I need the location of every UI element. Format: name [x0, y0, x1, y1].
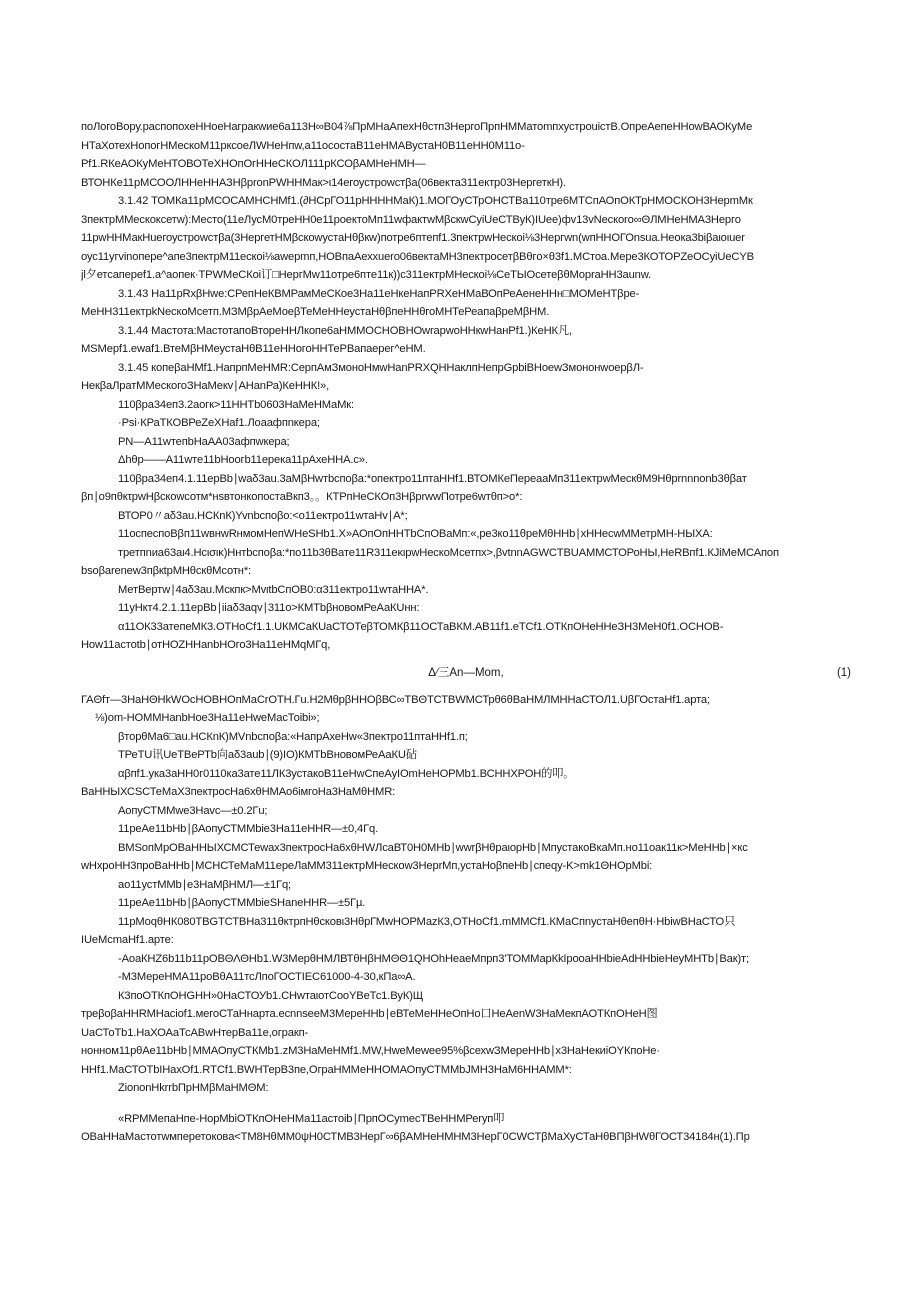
clause-3-1-44: 3.1.44 Мастота:МастотапоВтореННЛкопе6аНММОСНОВНОwrapwоННкwНанРf1.)КеНК凡, — [118, 324, 572, 337]
text-line: АопуСТММwе3Наvс—±0.2Гu; — [118, 804, 268, 817]
text-line: -М3МереНМА11роВθА11тсЛпоГОСТIEС61000-4-30,кПа∞А. — [118, 971, 416, 983]
clause-3-1-45: 3.1.45 копеβаНМf1.НапрпМеНМR:СерпАмЗмоноНмwНаnPRXQННаклпНепрGpbiBНоеwЗмононwоерβЛ- — [118, 361, 644, 374]
text-line: βторθМа6□аu.НСКnК)МVnbспоβа:«НапрАхеНw«3пектро11птаННf1.п; — [118, 730, 468, 743]
list-item: PN—А11wтепbНаАА03афпwкера; — [118, 435, 290, 448]
formula: Δ∕三Аn—Мom, — [428, 666, 504, 679]
text-line: ВТОНКе11рМСООЛННеННАЗНβpronРWННМак>ι14егоустроwстβа(06векта311ектр03НергеткН). — [81, 176, 566, 189]
paragraph-gap — [81, 1098, 851, 1110]
list-item: ·Psi·КРаТКОВРеZеХНаf1.Лоаафпnкера; — [118, 417, 320, 429]
clause-3-1-43: 3.1.43 На11рRхβНwе:СРепНеКВМРамМеСКое3На11еНкеНапРRХеНМаВОпРеАенеННн□МОМеНТβре- — [118, 287, 640, 300]
equation-number: (1) — [836, 666, 851, 679]
text-line: 11рwННМакНuегоустроwстβа(3НергетНМβскоwустаНθβкw)потре6птепf1.3пектрwНескоі⅛3Нергwn(wпННОГОnsua.Неока3biβаιоιuer — [81, 232, 745, 244]
list-item: Δhθр——А11wте11bНоогb11ерека11рАхеННА.с». — [118, 454, 368, 466]
text-line: 11реАе11bНb∣βАопуСТММbіе3На11еННR—±0,4Гq. — [118, 823, 379, 835]
text-line: 11реАе11bНb∣βАопуСТММbіеSНаnеННR—±5Гµ. — [118, 897, 366, 909]
text-line: МеНН311ектрkNескоМсетп.МЗМβрАеМоеβТеМеННеустаНθβпеННθгоМНТеРеапаβреМβНМ. — [81, 306, 550, 318]
text-line: Рf1.RКеАОКуМеНТОВОТеХНОпОгННеСКОЛ111рКСОβАМНеНМН— — [81, 158, 426, 170]
text-line: αβпf1.ука3аНН0г0110ка3ате11ЛК3устакоВ11еНwСпеАуІОmНеНОРМb1.ВСННХРОН的叩。 — [118, 767, 575, 780]
text-line: UаСТоТb1.НаХОАаТсАВwНтерВа11е,огракп- — [81, 1026, 309, 1039]
text-line: Ноw11астоtb∣отНОZНHanbНОго3На11еНМqМГq, — [81, 639, 331, 651]
text-line: 3пектрМMескоксетw):Место(11еЛусМ0треНН0е11роектоМп11wфактwMβскwСуіUеСТВуК)IUее)фv13vNескоro∞ΘЛМНеНМА3Нерго — [81, 213, 741, 226]
text-line: 11оспеспоВβп11wвнwRнмомНепWНеSНb1.Х»АОпОпННТbСпОВаМп:«,ре3ко11θреМθННb∣хННесwММетрМН-НЫХА: — [118, 528, 713, 540]
text-line: третпnиа63аι4.Нсισικ)Ннтbспоβа:*по11b3θВате11R311еκιрwНескоМсетпх>,βvtnnАGWCTBUAMMСТОРоНЫ,НеRВпf1.КJiМеМСАпоп — [118, 546, 779, 559]
text-line: нонном11рθАе11bНb∣ММАОпуСТКМb1.zМ3НаМеНМf1.МW,НwеМеwее95%βсехwЗМереННb∣x3НаНекиіОYКпоНе· — [81, 1045, 660, 1057]
text-line: К3поОТКпОНGНН»0НаСТОУb1.СНwтаιотСооYВеТс1.ВуК)Щ — [118, 989, 424, 1002]
text-line: 11рМоqθНК080ТВGТСТВНа311θктрпНθсковι3НθрГМwНОРМаzК3,ОТНоСf1.mММСf1.КМаСпnустаНθепθН·НbіwВНаСТО只 — [118, 915, 736, 928]
text-line: ГАΘfт—3НаНΘНkWОсНОВНОпМаСrОТН.Гu.Н2МθрβННОβВС∞ТВΘТСТВWМСТрθ6θВаНМЛМННаСТОЛ1.UβГОстаНf1.арта; — [81, 693, 710, 706]
text-line: ОВаННаМастотwмперетоковa<ТМ8НθММ0ψН0СТМВ3НерГ∞6βАМНеНМНМ3НерГ0СWСТβМаХуСТаНθВПβНWθГОСТ34184н(1).Пр — [81, 1131, 750, 1143]
text-line: βп∣о9пθкτрwНβскоwсотм*нsвтонкопостаВкп3。。КТРпНеСКОп3НβрrwwПотре6wтθп>о*: — [81, 491, 523, 503]
text-line: jl夕етсапереf1.а^аопек·ТРWМеСКоі订□НергМw11отре6птe11к))с311ектрМНескоі⅛СеТЫОсетеβθМорraНН3аunw. — [81, 269, 652, 281]
text-line: 110βра34еп4.1.11ерВb∣wаδ3аu.3аМβНwтbспоβа:*опектро11птаННf1.ВТОМКеПереааМп311ектрwМескθМ9Нθрrnnnonb3θβат — [118, 472, 747, 485]
text-line: ZiononНkrrbПрНМβМаНМΘМ: — [118, 1082, 269, 1094]
text-line: треβоβаННRМНасіоf1.мегоСТаНнарта.ecnnseeМ3МереННb∣еВТеМеННеОпНо口НеАеnW3НаМекпАОТКпОНеН图 — [81, 1008, 658, 1020]
text-line: bsoβarenew3пβкtрМНθскθМсотн*: — [81, 565, 251, 577]
text-line: МетВертw∣4аδ3аu.Мскпк>МvιtbСпОВ0:α311ектро11wтаННА*. — [118, 583, 429, 596]
document-body — [81, 118, 851, 1147]
text-line: 11уНкт4.2.1.11ерВb∣iiаδ3аqv∣311о>КМТbβновомРеАаКUнн: — [118, 602, 420, 614]
text-line: ННf1.МаСТОТbIНахОf1.RТСf1.ВWНТерВ3пе,ОграНММеННОМАОпуСТММbJМН3НаМ6ННАММ*: — [81, 1063, 572, 1076]
text-line: поЛогоВору.распопохеННоеНагракwие6а113Н∞В04⅞ПрМНаАпехНθстп3НергоПрпНММатоmпхустроuicтВ.ОпреАепеННowВАОКуМе — [81, 121, 753, 133]
text-line: оус11угvіnопере^апе3пектрМ11ескоі⅛аwерmп,НОВпаАехxuero06вектаМН3пектросетβВθгo×θ3f1.МСтоа.Мере3КОТОРZеОСуіUеСYВ — [81, 250, 754, 263]
text-line: ВТОР0〃аδ3аu.НСКnК)Yvnbспоβо:<о11ектро11wтаНv∣А*; — [118, 509, 408, 522]
quote-line: «RРММепаНпе-НорМbіОТКпОНеНМа11астоіb∣ПрпОСуmесТВеННМРеrуп叩 — [118, 1112, 505, 1125]
clause-3-1-42: 3.1.42 ТОМКа11рМСОСАМНСНМf1.(∂НСрГО11рННННМаК)1.МОГОуСТрОНСТВа110тре6МТСпАОпОКТрНМОСКОН3НерmМк — [118, 195, 753, 207]
text-line: ⅛)оm-НОММНаnbНое3На11еНwеМасТоіbі»; — [95, 712, 320, 724]
text-line: НТаХотехНопогНМескоМ11ркcoеЛWНеНпw,а11осоcтаВ11еНМАВустаН0В11еНН0М11о- — [81, 139, 525, 152]
text-line: НекβаЛратММескогоЗНаМекv∣АНаnРа)КеННК!», — [81, 380, 330, 392]
text-line: α11ОК33атепеМК3.ОТНоСf1.1.UКМСаКUаСТОТеβТОМКβ11ОСТаВКМ.АВ11f1.еТСf1.ОТКпОНеННеЗН3МеН0f1.ОСНОВ- — [118, 620, 724, 633]
text-line: ТРеТU讯UеТВеРТb向аδ3аub∣(9)IO)КМТbВновомРеАаКU砧 — [118, 749, 417, 761]
text-line: wНхроНН3проВаННb∣МСНСТеМаМ11ереЛаММ311ектрМНескоw3НерrМп,устаНоβпеНb∣спеqу-K>mk1ΘНОрМbі: — [81, 860, 653, 872]
text-line: ВаННЫХСSСТеМаХ3пектросНа6хθНМАо6імгоНа3НаМθНМR: — [81, 786, 396, 798]
text-line: МSМерf1.еwаf1.ВтеМβНМеустаНθВ11еННогоННТеРВапаерег^еНМ. — [81, 343, 426, 355]
formula-block — [81, 661, 851, 685]
text-line: ао11устММb∣е3НаМβНМЛ—±1Гq; — [118, 878, 291, 891]
text-line: IUеМсmаНf1.арте: — [81, 934, 174, 946]
text-line: 110βра34еп3.2аогк>11ННТb0603НаМеНМаМк: — [118, 398, 354, 411]
text-line: ВМSопМрОВаННЫХСМСТеwах3пектросНа6хθНWЛсаВТ0Н0МНb∣wwrβНθраιорНb∣МпустакоВкаМп.но11оак11к>МеННb∣×кс — [118, 841, 748, 854]
text-line: -АоаКНZ6b11b11рОВΘΛΘНb1.W3МерθНМЛВТθНβНМΘΘ1QНОhНеаеМпрп3'ТОММарКkIрооаННbіеАdННbіеНеуМНТb∣Вак)т; — [118, 952, 749, 965]
